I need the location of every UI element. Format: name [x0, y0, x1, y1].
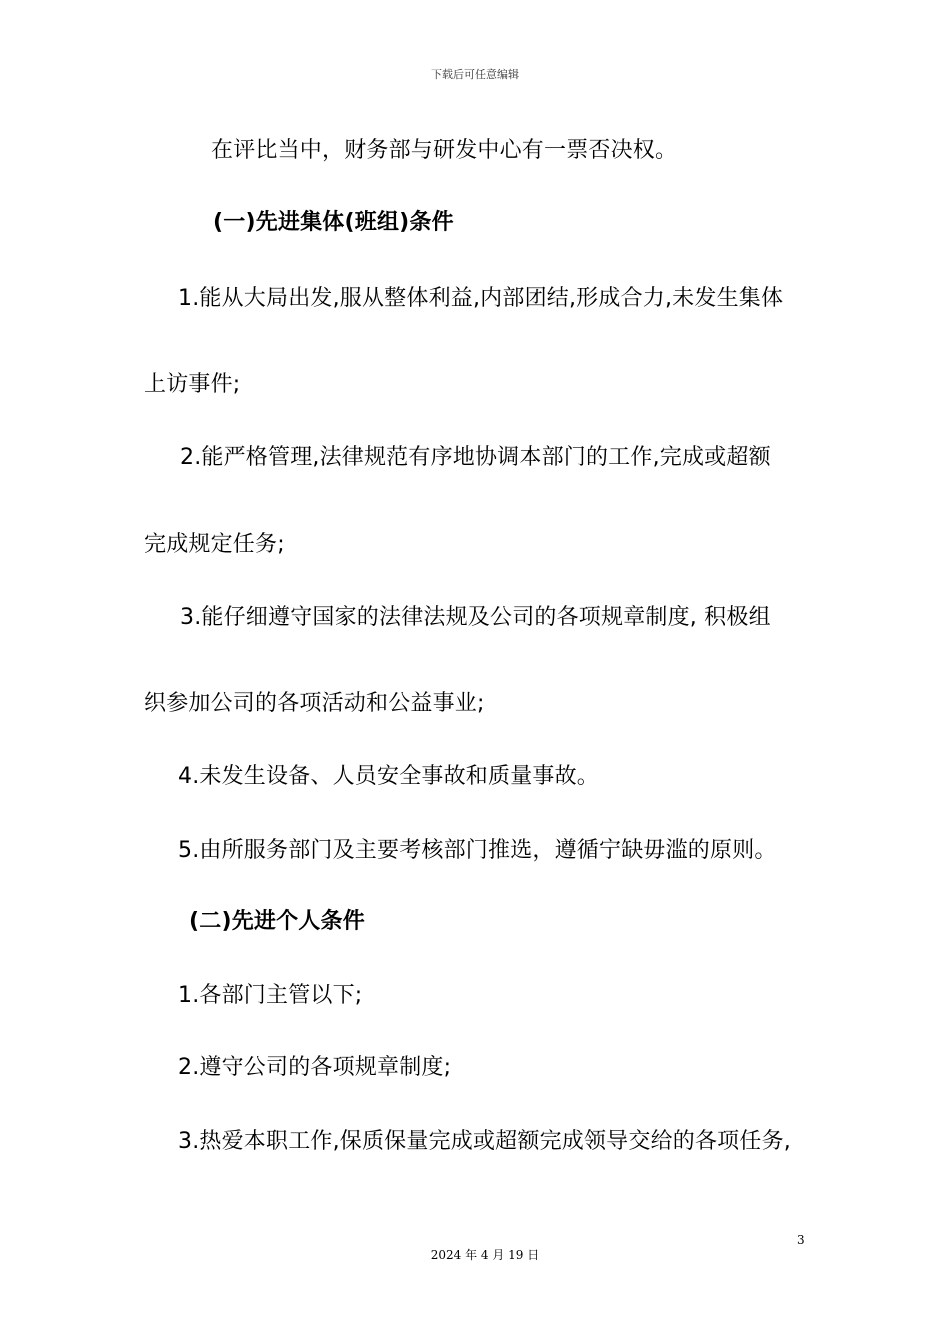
- section1-item1-line2: 上访事件;: [144, 372, 241, 397]
- page-number: 3: [797, 1233, 805, 1247]
- section1-item2-line2: 完成规定任务;: [144, 532, 285, 557]
- section1-item4: 4.未发生设备、人员安全事故和质量事故。: [178, 764, 599, 789]
- section1-item2-line1: 2.能严格管理,法律规范有序地协调本部门的工作,完成或超额: [180, 445, 771, 470]
- section1-heading: (一)先进集体(班组)条件: [213, 210, 454, 235]
- intro-paragraph: 在评比当中，财务部与研发中心有一票否决权。: [211, 138, 678, 163]
- section1-item3-line2: 织参加公司的各项活动和公益事业;: [144, 691, 485, 716]
- page-date: 2024 年 4 月 19 日: [430, 1248, 540, 1262]
- section2-heading: (二)先进个人条件: [189, 909, 365, 934]
- section2-item2: 2.遵守公司的各项规章制度;: [178, 1055, 452, 1080]
- section1-item5: 5.由所服务部门及主要考核部门推选，遵循宁缺毋滥的原则。: [178, 838, 777, 863]
- page-header: 下载后可任意编辑: [431, 68, 519, 81]
- section1-item1-line1: 1.能从大局出发,服从整体利益,内部团结,形成合力,未发生集体: [178, 286, 784, 311]
- section2-item3: 3.热爱本职工作,保质保量完成或超额完成领导交给的各项任务,: [178, 1129, 791, 1154]
- section2-item1: 1.各部门主管以下;: [178, 983, 363, 1008]
- section1-item3-line1: 3.能仔细遵守国家的法律法规及公司的各项规章制度, 积极组: [180, 605, 771, 630]
